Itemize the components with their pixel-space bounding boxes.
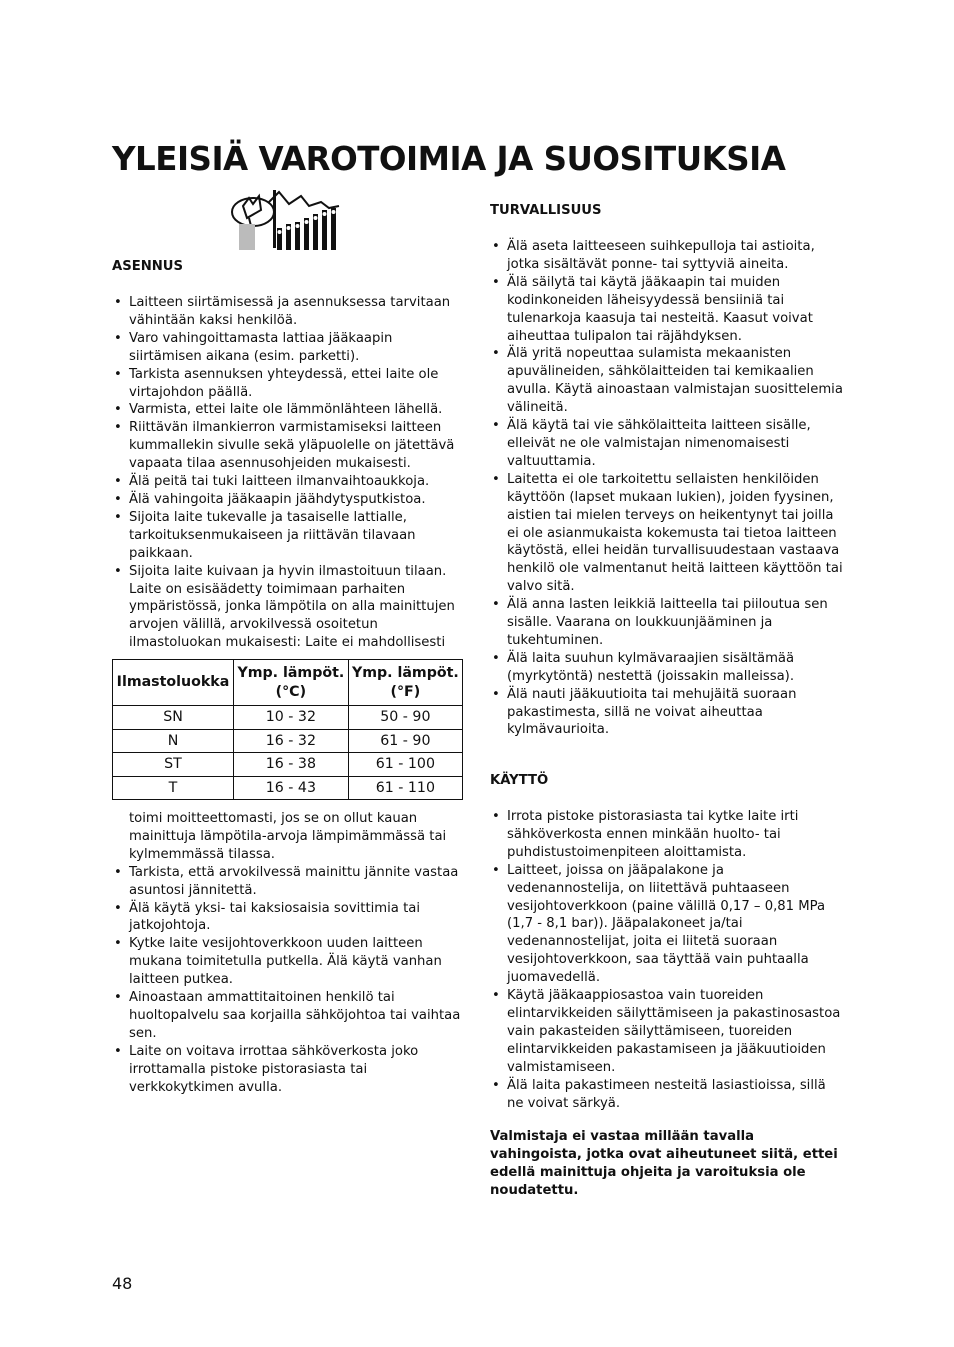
table-cell: 10 - 32 [234,706,349,730]
table-cell: N [113,729,234,753]
page-number: 48 [112,1274,133,1293]
table-cell: T [113,776,234,800]
list-item: • Riittävän ilmankierron varmistamiseksi laitteen kummallekin sivulle sekä yläpuolelle on jätettävä vapaata tilaa asennusohjeiden mukaisesti. [112,419,464,473]
list-item: • Älä säilytä tai käytä jääkaapin tai muiden kodinkoneiden läheisyydessä bensiiniä tai tulenarkoja kaasuja tai nesteitä. Kaasut voivat aiheuttaa tulipalon tai räjähdyksen. [490,274,844,346]
list-item: • Laitteen siirtämisessä ja asennuksessa tarvitaan vähintään kaksi henkilöä. [112,294,464,330]
asennus-list [112,294,464,652]
list-item: • Älä anna lasten leikkiä laitteella tai piiloutua sen sisälle. Vaarana on loukkuunjääminen ja tukehtuminen. [490,596,844,650]
list-item: • Sijoita laite kuivaan ja hyvin ilmastoituun tilaan. Laite on esisäädetty toimimaan parhaiten ympäristössä, jonka lämpötila on alla mainittujen arvojen välillä, arvokilvessä osoitetun ilmastoluokan mukaisesti: Laite ei mahdollisesti [112,563,464,653]
list-item: • Ainoastaan ammattitaitoinen henkilö tai huoltopalvelu saa korjailla sähköjohtoa tai vaihtaa sen. [112,989,464,1043]
table-row [113,706,463,730]
list-item: • Kytke laite vesijohtoverkkoon uuden laitteen mukana toimitetulla putkella. Älä käytä vanhan laitteen putkea. [112,935,464,989]
table-row [113,729,463,753]
list-item: • Älä laita suuhun kylmävaraajien sisältämää (myrkytöntä) nestettä (joissakin malleissa). [490,650,844,686]
list-item: • Älä aseta laitteeseen suihkepulloja tai astioita, jotka sisältävät ponne- tai syttyviä aineita. [490,238,844,274]
list-item: • Käytä jääkaappiosastoa vain tuoreiden elintarvikkeiden säilyttämiseen ja pakastinosastoa vain pakasteiden säilyttämiseen, tuoreiden elintarvikkeiden pakastamiseen ja jääkuutioiden valmistamiseen. [490,987,844,1077]
list-item: • Sijoita laite tukevalle ja tasaiselle lattialle, tarkoituksenmukaiseen ja riittävän tilavaan paikkaan. [112,509,464,563]
kaytto-list [490,808,844,1112]
table-cell: 61 - 90 [348,729,462,753]
refrigerator-installation-illustration [229,188,344,252]
table-cell: 16 - 32 [234,729,349,753]
list-item: • Älä nauti jääkuutioita tai mehujäitä suoraan pakastimesta, sillä ne voivat aiheuttaa kylmävaurioita. [490,686,844,740]
list-item: • Varo vahingoittamasta lattiaa jääkaapin siirtämisen aikana (esim. parketti). [112,330,464,366]
section-heading-kaytto: KÄYTTÖ [490,773,549,788]
disclaimer-text: Valmistaja ei vastaa millään tavalla vahingoista, jotka ovat aiheutuneet siitä, ettei edellä mainittuja ohjeita ja varoituksia ole noudatettu. [490,1129,838,1198]
climate-class-table [112,659,463,800]
list-item: • Laitetta ei ole tarkoitettu sellaisten henkilöiden käyttöön (lapset mukaan lukien), joiden fyysinen, aistien tai mielen terveys on heikentynyt tai joilla ei ole asianmukaista kokemusta tai tietoa laitteen käytöstä, ellei heidän turvallisuudestaan vastaava henkilö ole valmentanut heitä laitteen käyttöön tai valvo sitä. [490,471,844,596]
turvallisuus-list [490,238,844,739]
list-item: • Laite on voitava irrottaa sähköverkosta joko irrottamalla pistoke pistorasiasta tai verkkokytkimen avulla. [112,1043,464,1097]
list-item: • Älä käytä tai vie sähkölaitteita laitteen sisälle, elleivät ne ole valmistajan nimenomaisesti valtuuttamia. [490,417,844,471]
column-header: Ymp. lämpöt. (°F) [348,660,462,706]
table-row [113,776,463,800]
asennus-list-continued [112,810,464,1097]
list-item: • Tarkista asennuksen yhteydessä, ettei laite ole virtajohdon päällä. [112,366,464,402]
list-item: • Älä laita pakastimeen nesteitä lasiastioissa, sillä ne voivat särkyä. [490,1077,844,1113]
list-item: • Älä käytä yksi- tai kaksiosaisia sovittimia tai jatkojohtoja. [112,900,464,936]
list-item: • Älä peitä tai tuki laitteen ilmanvaihtoaukkoja. [112,473,464,491]
list-item-continuation: toimi moitteettomasti, jos se on ollut kauan mainittuja lämpötila-arvoja lämpimämmässä tai kylmemmässä tilassa. [129,811,447,862]
table-cell: 50 - 90 [348,706,462,730]
table-cell: ST [113,753,234,777]
list-item: • Älä vahingoita jääkaapin jäähdytysputkistoa. [112,491,464,509]
list-item: • Laitteet, joissa on jääpalakone ja vedenannostelija, on liitettävä puhtaaseen vesijohtoverkkoon (paine välillä 0,17 – 0,81 MPa (1,7 - 8,1 bar)). Jääpalakoneet ja/tai vedenannostelijat, joita ei liitetä suoraan vesijohtoverkkoon, saa täyttää vain puhtaalla juomavedellä. [490,862,844,987]
table-cell: SN [113,706,234,730]
list-item: • Älä yritä nopeuttaa sulamista mekaanisten apuvälineiden, sähkölaitteiden tai kemikaalien avulla. Käytä ainoastaan valmistajan suosittelemia välineitä. [490,345,844,417]
table-cell: 61 - 100 [348,753,462,777]
list-item: • Varmista, ettei laite ole lämmönlähteen lähellä. [112,401,464,419]
table-header-row [113,660,463,706]
table-cell: 16 - 38 [234,753,349,777]
page-title: YLEISIÄ VAROTOIMIA JA SUOSITUKSIA [112,140,786,178]
list-item: • Irrota pistoke pistorasiasta tai kytke laite irti sähköverkosta ennen minkään huolto- tai puhdistustoimenpiteen aloittamista. [490,808,844,862]
section-heading-turvallisuus: TURVALLISUUS [490,203,602,218]
table-cell: 16 - 43 [234,776,349,800]
section-heading-asennus: ASENNUS [112,259,183,274]
list-item: • Tarkista, että arvokilvessä mainittu jännite vastaa asuntosi jännitettä. [112,864,464,900]
column-header: Ymp. lämpöt. (°C) [234,660,349,706]
column-header: Ilmastoluokka [113,660,234,706]
table-cell: 61 - 110 [348,776,462,800]
table-row [113,753,463,777]
